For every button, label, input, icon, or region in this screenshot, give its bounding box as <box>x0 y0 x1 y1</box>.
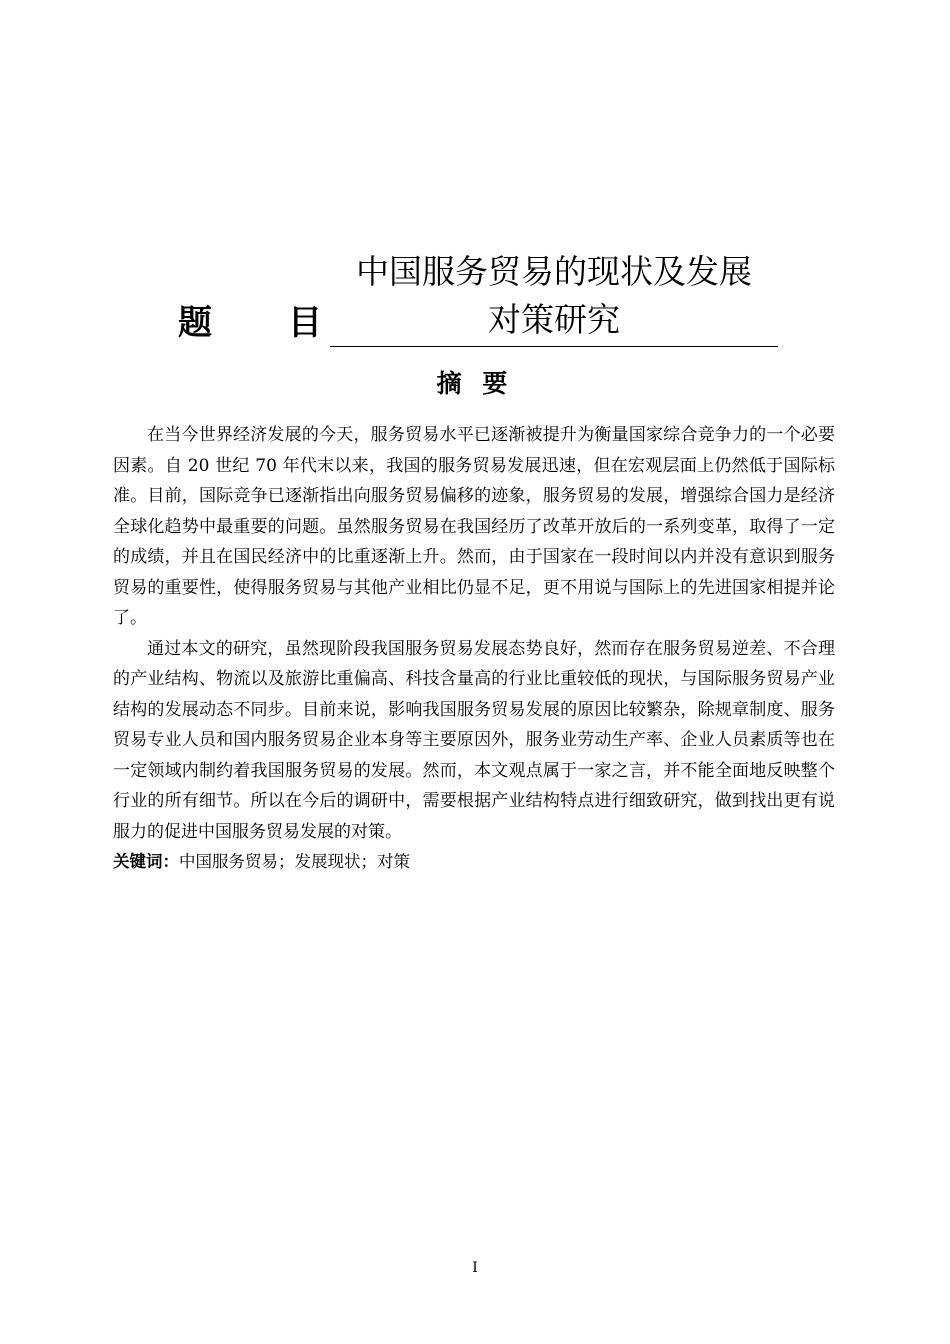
abstract-body <box>113 420 835 877</box>
keywords-value: 中国服务贸易；发展现状；对策 <box>179 852 410 871</box>
title-label-char-1: 题 <box>178 303 212 343</box>
abstract-heading: 摘 要 <box>436 369 514 398</box>
abstract-paragraph-2: 通过本文的研究，虽然现阶段我国服务贸易发展态势良好，然而存在服务贸易逆差、不合理的产业结构、物流以及旅游比重偏高、科技含量高的行业比重较低的现状，与国际服务贸易产业结构的发展动态不同步。目前来说，影响我国服务贸易发展的原因比较繁杂，除规章制度、服务贸易专业人员和国内服务贸易企业本身等主要原因外，服务业劳动生产率、企业人员素质等也在一定领域内制约着我国服务贸易的发展。然而，本文观点属于一家之言，并不能全面地反映整个行业的所有细节。所以在今后的调研中，需要根据产业结构特点进行细致研究，做到找出更有说服力的促进中国服务贸易发展的对策。 <box>113 638 835 842</box>
title-label-char-2: 目 <box>288 303 322 343</box>
keywords <box>113 847 835 877</box>
title-label <box>178 298 328 348</box>
keywords-label: 关键词： <box>113 852 179 871</box>
abstract-paragraph-1: 在当今世界经济发展的今天，服务贸易水平已逐渐被提升为衡量国家综合竞争力的一个必要因素。自 20 世纪 70 年代末以来，我国的服务贸易发展迅速，但在宏观层面上仍然低于国际标准。目前，国际竞争已逐渐指出向服务贸易偏移的迹象，服务贸易的发展，增强综合国力是经济全球化趋势中最重要的问题。虽然服务贸易在我国经历了改革开放后的一系列变革，取得了一定的成绩，并且在国民经济中的比重逐渐上升。然而，由于国家在一段时间以内并没有意识到服务贸易的重要性，使得服务贸易与其他产业相比仍显不足，更不用说与国际上的先进国家相提并论了。 <box>113 425 835 628</box>
thesis-title-line-1: 中国服务贸易的现状及发展 <box>356 252 752 291</box>
page-number: I <box>472 1260 478 1276</box>
title-underline <box>330 346 778 347</box>
thesis-title-line-2: 对策研究 <box>488 300 620 339</box>
